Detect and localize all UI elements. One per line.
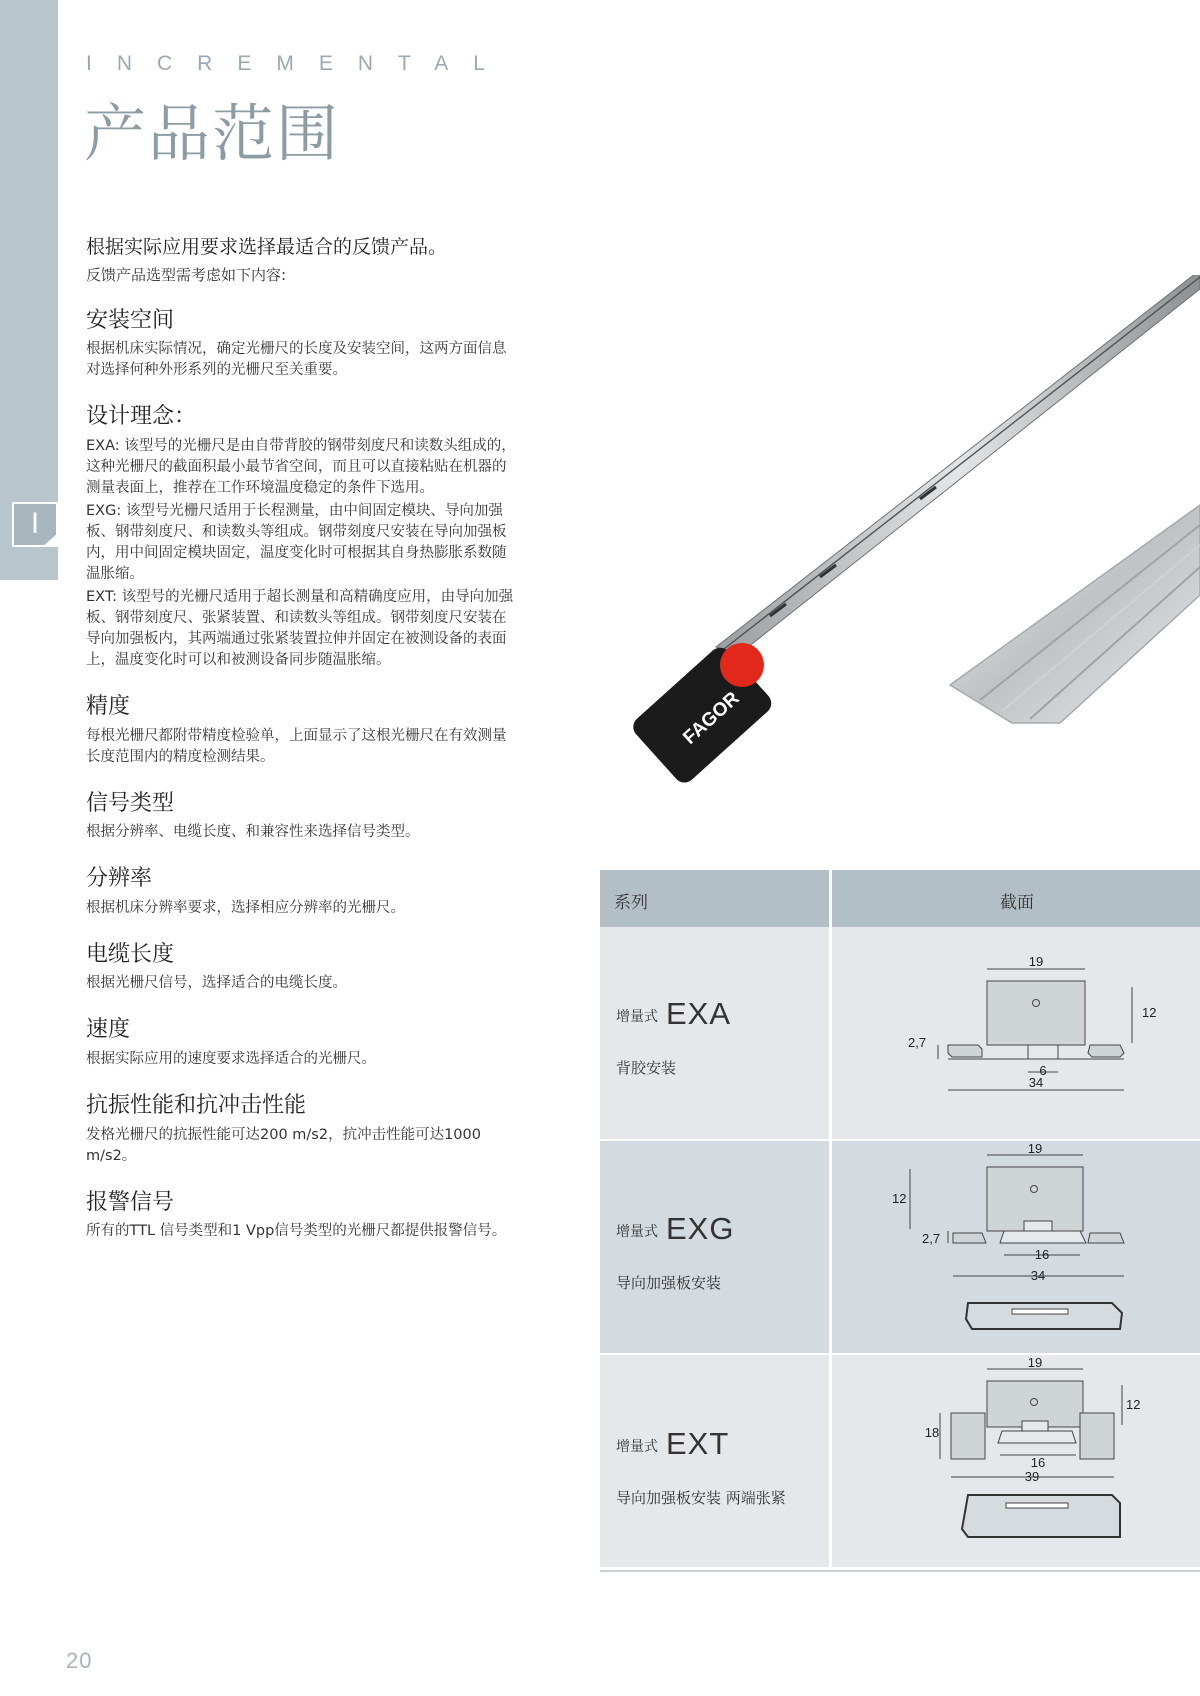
dim-width-total: 39: [1024, 1469, 1040, 1484]
section-text-space: 根据机床实际情况，确定光栅尺的长度及安装空间，这两方面信息对选择何种外形系列的光栅尺至关重要。: [86, 341, 507, 379]
chapter-tab-corner: [42, 533, 58, 547]
dim-width-total: 34: [1030, 1268, 1046, 1283]
intro-sub: 反馈产品选型需考虑如下内容:: [86, 265, 287, 284]
chapter-tab: I: [12, 502, 58, 547]
section-text-speed: 根据实际应用的速度要求选择适合的光栅尺。: [86, 1051, 376, 1068]
column-divider: [829, 870, 832, 1570]
dim-height: 12: [1126, 1397, 1141, 1412]
product-photo: [620, 275, 1200, 815]
intro-lead: 根据实际应用要求选择最适合的反馈产品。: [86, 236, 448, 258]
fagor-logo-icon: [720, 643, 764, 687]
section-heading-resolution: 分辨率: [86, 866, 153, 892]
row-code: EXG: [666, 1211, 735, 1246]
dim-height: 12: [892, 1191, 907, 1206]
row-code: EXA: [666, 996, 732, 1031]
dim-width-total: 34: [1028, 1075, 1044, 1090]
aluminium-rail: [950, 505, 1200, 723]
section-text-signal: 根据分辨率、电缆长度、和兼容性来选择信号类型。: [86, 824, 420, 841]
design-ext: EXT: 该型号的光栅尺适用于超长测量和高精确度应用，由导向加强板、钢带刻度尺、张紧装置、和读数头等组成。钢带刻度尺安装在导向加强板内，其两端通过张紧装置拉伸并固定在被测设备的表面上，温度变化时可以和被测设备同步随温胀缩。: [86, 588, 514, 668]
dim-width-mid: 16: [1030, 1455, 1046, 1470]
section-diagram-exg: [840, 1143, 1198, 1348]
row-type: [616, 1426, 729, 1462]
row-prefix: 增量式: [616, 1439, 658, 1455]
section-heading-space: 安装空间: [86, 307, 175, 333]
design-exa: EXA: 该型号的光栅尺是由自带背胶的钢带刻度尺和读数头组成的，这种光栅尺的截面积最小最节省空间，而且可以直接粘贴在机器的测量表面上，推荐在工作环境温度稳定的条件下选用。: [86, 437, 516, 496]
section-text-alarm: 所有的TTL 信号类型和1 Vpp信号类型的光栅尺都提供报警信号。: [86, 1223, 507, 1240]
row-desc: 导向加强板安装 两端张紧: [616, 1489, 786, 1507]
dim-width-top: 19: [1027, 1143, 1043, 1156]
design-exg: EXG: 该型号光栅尺适用于长程测量，由中间固定模块、导向加强板、钢带刻度尺、和读数头等组成。钢带刻度尺安装在导向加强板内，用中间固定模块固定，温度变化时可根据其自身热膨胀系数随温胀缩。: [86, 502, 507, 582]
dim-width-top: 19: [1027, 1357, 1043, 1370]
page-number: 20: [66, 1648, 93, 1673]
side-band: [0, 0, 58, 580]
reading-head: [629, 643, 776, 787]
section-heading-vibration: 抗振性能和抗冲击性能: [86, 1093, 307, 1119]
table-row-ext: [600, 1355, 1200, 1567]
row-type: [616, 1211, 734, 1247]
section-text-vibration: 发格光栅尺的抗振性能可达200 m/s2，抗冲击性能可达1000 m/s2。: [86, 1126, 481, 1164]
section-heading-cable: 电缆长度: [86, 941, 175, 967]
section-heading-speed: 速度: [86, 1017, 131, 1043]
section-diagram-exa: [840, 929, 1198, 1134]
brand-label: FAGOR: [679, 687, 744, 749]
row-type: [616, 996, 731, 1032]
section-heading-signal: 信号类型: [86, 790, 175, 816]
row-desc: 背胶安装: [616, 1059, 677, 1077]
section-text-accuracy: 每根光栅尺都附带精度检验单，上面显示了这根光栅尺在有效测量长度范围内的精度检测结果。: [86, 727, 507, 765]
dim-width-mid: 6: [1039, 1063, 1047, 1078]
page-title: 产品范围: [84, 97, 341, 170]
row-desc: 导向加强板安装: [616, 1274, 722, 1292]
section-text-cable: 根据光栅尺信号，选择适合的电缆长度。: [86, 975, 347, 992]
row-code: EXT: [666, 1426, 730, 1461]
dim-height: 12: [1142, 1005, 1157, 1020]
row-prefix: 增量式: [616, 1009, 658, 1025]
table-row-exa: [600, 927, 1200, 1139]
section-diagram-ext: [840, 1357, 1198, 1562]
product-table: [600, 870, 1200, 1572]
section-text-resolution: 根据机床分辨率要求，选择相应分辨率的光栅尺。: [86, 899, 405, 916]
dim-width-top: 19: [1028, 954, 1044, 969]
section-heading-alarm: 报警信号: [86, 1189, 175, 1215]
content-column: [86, 234, 516, 1242]
kicker: INCREMENTAL: [86, 52, 510, 75]
dim-height-side: 18: [924, 1425, 940, 1440]
table-header: [600, 870, 1200, 927]
header-series: 系列: [614, 893, 648, 913]
dim-width-mid: 16: [1034, 1247, 1050, 1262]
table-row-exg: [600, 1141, 1200, 1353]
dim-height-small: 2,7: [922, 1231, 941, 1246]
section-heading-accuracy: 精度: [86, 693, 131, 719]
section-heading-design: 设计理念：: [86, 404, 197, 430]
dim-height-small: 2,7: [908, 1035, 927, 1050]
row-prefix: 增量式: [616, 1224, 658, 1240]
header-section: 截面: [1000, 893, 1034, 913]
